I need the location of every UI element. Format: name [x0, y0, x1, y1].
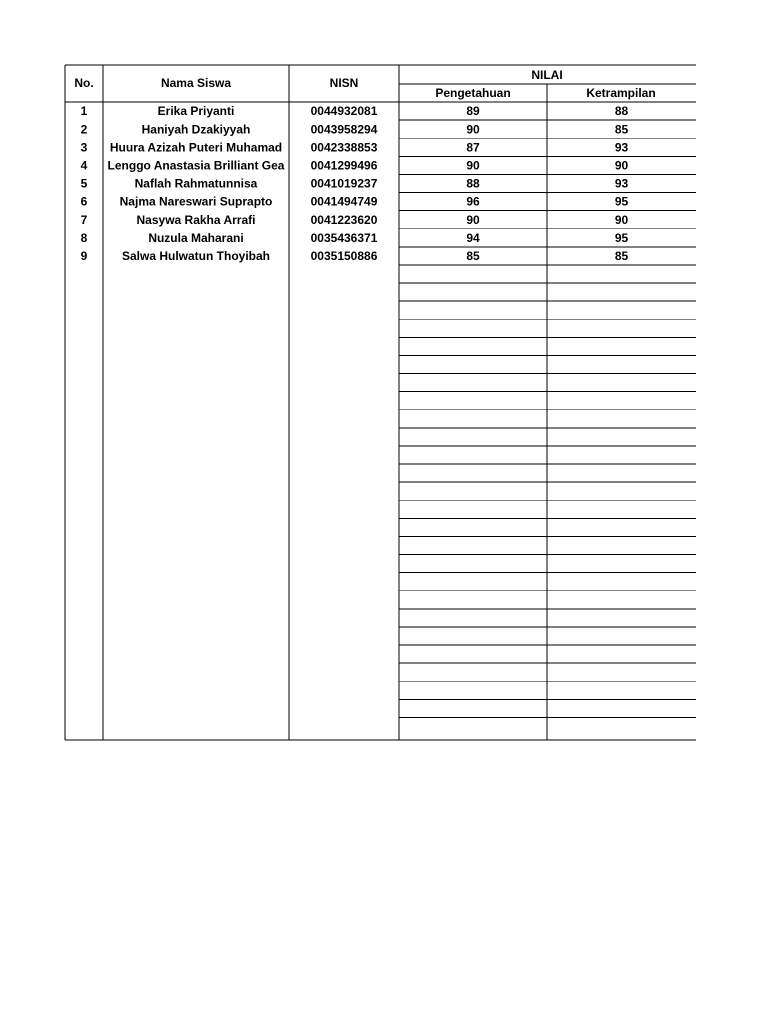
table-row	[81, 122, 629, 136]
cell-nama-siswa: Lenggo Anastasia Brilliant Gea	[107, 158, 285, 173]
cell-pengetahuan: 88	[466, 176, 480, 191]
cell-ketrampilan: 88	[614, 104, 629, 119]
cell-no: 6	[80, 194, 88, 209]
cell-nisn: 0041223620	[310, 212, 378, 227]
cell-ketrampilan: 93	[614, 140, 629, 155]
cell-nama-siswa: Naflah Rahmatunnisa	[134, 176, 258, 191]
header-nilai: NILAI	[531, 68, 563, 82]
cell-pengetahuan: 89	[466, 104, 480, 119]
table-body	[81, 104, 629, 263]
cell-nisn: 0041019237	[310, 176, 378, 191]
cell-nama-siswa: Erika Priyanti	[157, 104, 235, 119]
table-row	[81, 140, 629, 154]
cell-pengetahuan: 87	[466, 140, 480, 155]
cell-pengetahuan: 85	[466, 249, 480, 263]
cell-nisn: 0042338853	[310, 140, 378, 155]
cell-no: 5	[80, 176, 88, 191]
cell-ketrampilan: 85	[614, 122, 629, 137]
cell-nisn: 0044932081	[310, 104, 378, 119]
cell-no: 7	[80, 212, 88, 227]
cell-nama-siswa: Huura Azizah Puteri Muhamad	[109, 140, 283, 155]
cell-pengetahuan: 94	[466, 230, 480, 245]
cell-ketrampilan: 85	[614, 249, 629, 263]
cell-nisn: 0035150886	[310, 249, 378, 263]
header-nisn: NISN	[329, 76, 359, 90]
cell-ketrampilan: 95	[614, 194, 629, 209]
cell-pengetahuan: 96	[466, 194, 480, 209]
table-row	[81, 159, 629, 173]
cell-nama-siswa: Nasywa Rakha Arrafi	[136, 212, 256, 227]
cell-ketrampilan: 95	[614, 230, 629, 245]
header-nama-siswa: Nama Siswa	[160, 76, 232, 90]
table-row	[81, 195, 629, 209]
cell-nisn: 0041494749	[310, 194, 378, 209]
cell-ketrampilan: 90	[614, 158, 629, 173]
cell-nisn: 0041299496	[310, 158, 378, 173]
cell-nisn: 0043958294	[310, 122, 378, 137]
cell-nisn: 0035436371	[310, 230, 378, 245]
cell-no: 2	[80, 122, 88, 137]
cell-pengetahuan: 90	[466, 122, 480, 137]
cell-nama-siswa: Najma Nareswari Suprapto	[119, 194, 273, 209]
cell-pengetahuan: 90	[466, 212, 480, 227]
table-row	[81, 231, 629, 245]
cell-pengetahuan: 90	[466, 158, 480, 173]
table-row	[81, 104, 629, 118]
header-no: No.	[74, 76, 94, 90]
cell-no: 1	[80, 104, 88, 119]
cell-ketrampilan: 93	[614, 176, 629, 191]
cell-no: 4	[80, 158, 88, 173]
cell-nama-siswa: Salwa Hulwatun Thoyibah	[121, 249, 271, 263]
cell-nama-siswa: Nuzula Maharani	[148, 230, 244, 245]
header-pengetahuan: Pengetahuan	[435, 86, 511, 100]
table-row	[81, 249, 629, 263]
cell-no: 9	[80, 249, 88, 263]
cell-no: 8	[80, 230, 88, 245]
header-ketrampilan: Ketrampilan	[586, 86, 656, 100]
cell-nama-siswa: Haniyah Dzakiyyah	[141, 122, 251, 137]
cell-no: 3	[80, 140, 88, 155]
table-row	[81, 213, 629, 227]
cell-ketrampilan: 90	[614, 212, 629, 227]
table-row	[81, 177, 629, 191]
